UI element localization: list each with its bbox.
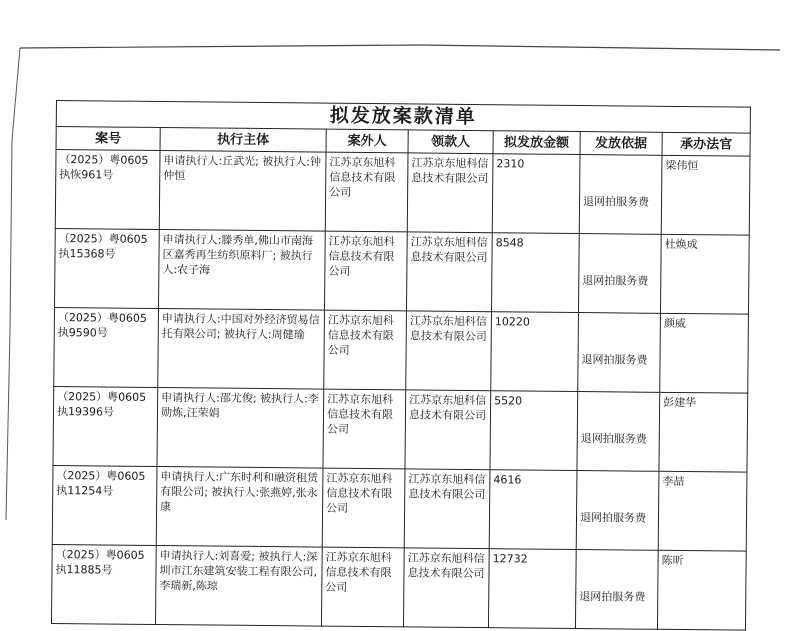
case-number: （2025）粤0605执恢961号 — [55, 150, 160, 230]
table-row — [55, 228, 750, 314]
header-basis: 发放依据 — [580, 132, 662, 156]
disbursement-document — [51, 100, 751, 631]
header-subject: 执行主体 — [160, 128, 326, 153]
document-title: 拟发放案款清单 — [56, 101, 750, 134]
outsider: 江苏京东旭科信息技术有限公司 — [322, 468, 405, 548]
amount: 5520 — [490, 391, 578, 471]
case-number: （2025）粤0605执15368号 — [55, 228, 160, 308]
outsider: 江苏京东旭科信息技术有限公司 — [324, 231, 407, 311]
header-judge: 承办法官 — [662, 132, 750, 156]
execution-subject: 申请执行人:邵尤俊; 被执行人:李勋炼,汪荣娟 — [157, 387, 324, 468]
case-number: （2025）粤0605执11885号 — [51, 544, 156, 624]
judge: 杜焕成 — [660, 234, 749, 314]
disbursement-table — [51, 100, 751, 631]
disbursement-basis: 退网拍服务费 — [575, 550, 658, 630]
execution-subject: 申请执行人:丘武光; 被执行人:钟仲恒 — [159, 151, 326, 232]
judge: 李喆 — [658, 471, 747, 551]
judge: 彭建华 — [659, 392, 748, 472]
header-payee: 领款人 — [408, 130, 493, 154]
payee: 江苏京东旭科信息技术有限公司 — [407, 153, 493, 233]
amount: 4616 — [489, 470, 577, 550]
judge: 颜威 — [660, 313, 749, 393]
payee: 江苏京东旭科信息技术有限公司 — [406, 311, 492, 391]
payee: 江苏京东旭科信息技术有限公司 — [404, 469, 490, 549]
judge: 陈昕 — [657, 550, 746, 630]
amount: 8548 — [491, 233, 579, 313]
payee: 江苏京东旭科信息技术有限公司 — [405, 390, 491, 470]
table-row — [53, 386, 748, 472]
execution-subject: 申请执行人:广东时利和融资租赁有限公司; 被执行人:张燕婷,张永康 — [156, 466, 323, 547]
table-row — [54, 307, 749, 393]
disbursement-basis: 退网拍服务费 — [576, 471, 659, 551]
header-amount: 拟发放金额 — [493, 131, 580, 155]
amount: 12732 — [488, 549, 576, 629]
judge: 梁伟恒 — [661, 155, 750, 235]
execution-subject: 申请执行人:刘喜爱; 被执行人:深圳市江东建筑安装工程有限公司,李瑞新,陈琼 — [155, 545, 322, 626]
disbursement-basis: 退网拍服务费 — [578, 313, 661, 393]
payee: 江苏京东旭科信息技术有限公司 — [406, 232, 492, 312]
disbursement-basis: 退网拍服务费 — [579, 155, 662, 235]
outsider: 江苏京东旭科信息技术有限公司 — [323, 389, 406, 469]
payee: 江苏京东旭科信息技术有限公司 — [403, 548, 489, 628]
case-number: （2025）粤0605执11254号 — [52, 465, 157, 545]
outsider: 江苏京东旭科信息技术有限公司 — [321, 547, 404, 627]
disbursement-basis: 退网拍服务费 — [577, 392, 660, 472]
disbursement-basis: 退网拍服务费 — [578, 234, 661, 314]
outsider: 江苏京东旭科信息技术有限公司 — [324, 310, 407, 390]
case-number: （2025）粤0605执19396号 — [53, 386, 158, 466]
table-row — [51, 544, 746, 630]
execution-subject: 申请执行人:中国对外经济贸易信托有限公司; 被执行人:周健瑜 — [158, 308, 325, 389]
outsider: 江苏京东旭科信息技术有限公司 — [325, 152, 408, 232]
amount: 10220 — [491, 312, 579, 392]
header-case-no: 案号 — [56, 127, 160, 151]
case-number: （2025）粤0605执9590号 — [54, 307, 159, 387]
table-row — [52, 465, 747, 551]
header-outsider: 案外人 — [326, 129, 408, 153]
table-row — [55, 150, 750, 236]
execution-subject: 申请执行人:滕秀单,佛山市南海区嘉秀再生纺织原料厂; 被执行人:农子海 — [159, 229, 326, 310]
amount: 2310 — [492, 154, 580, 234]
